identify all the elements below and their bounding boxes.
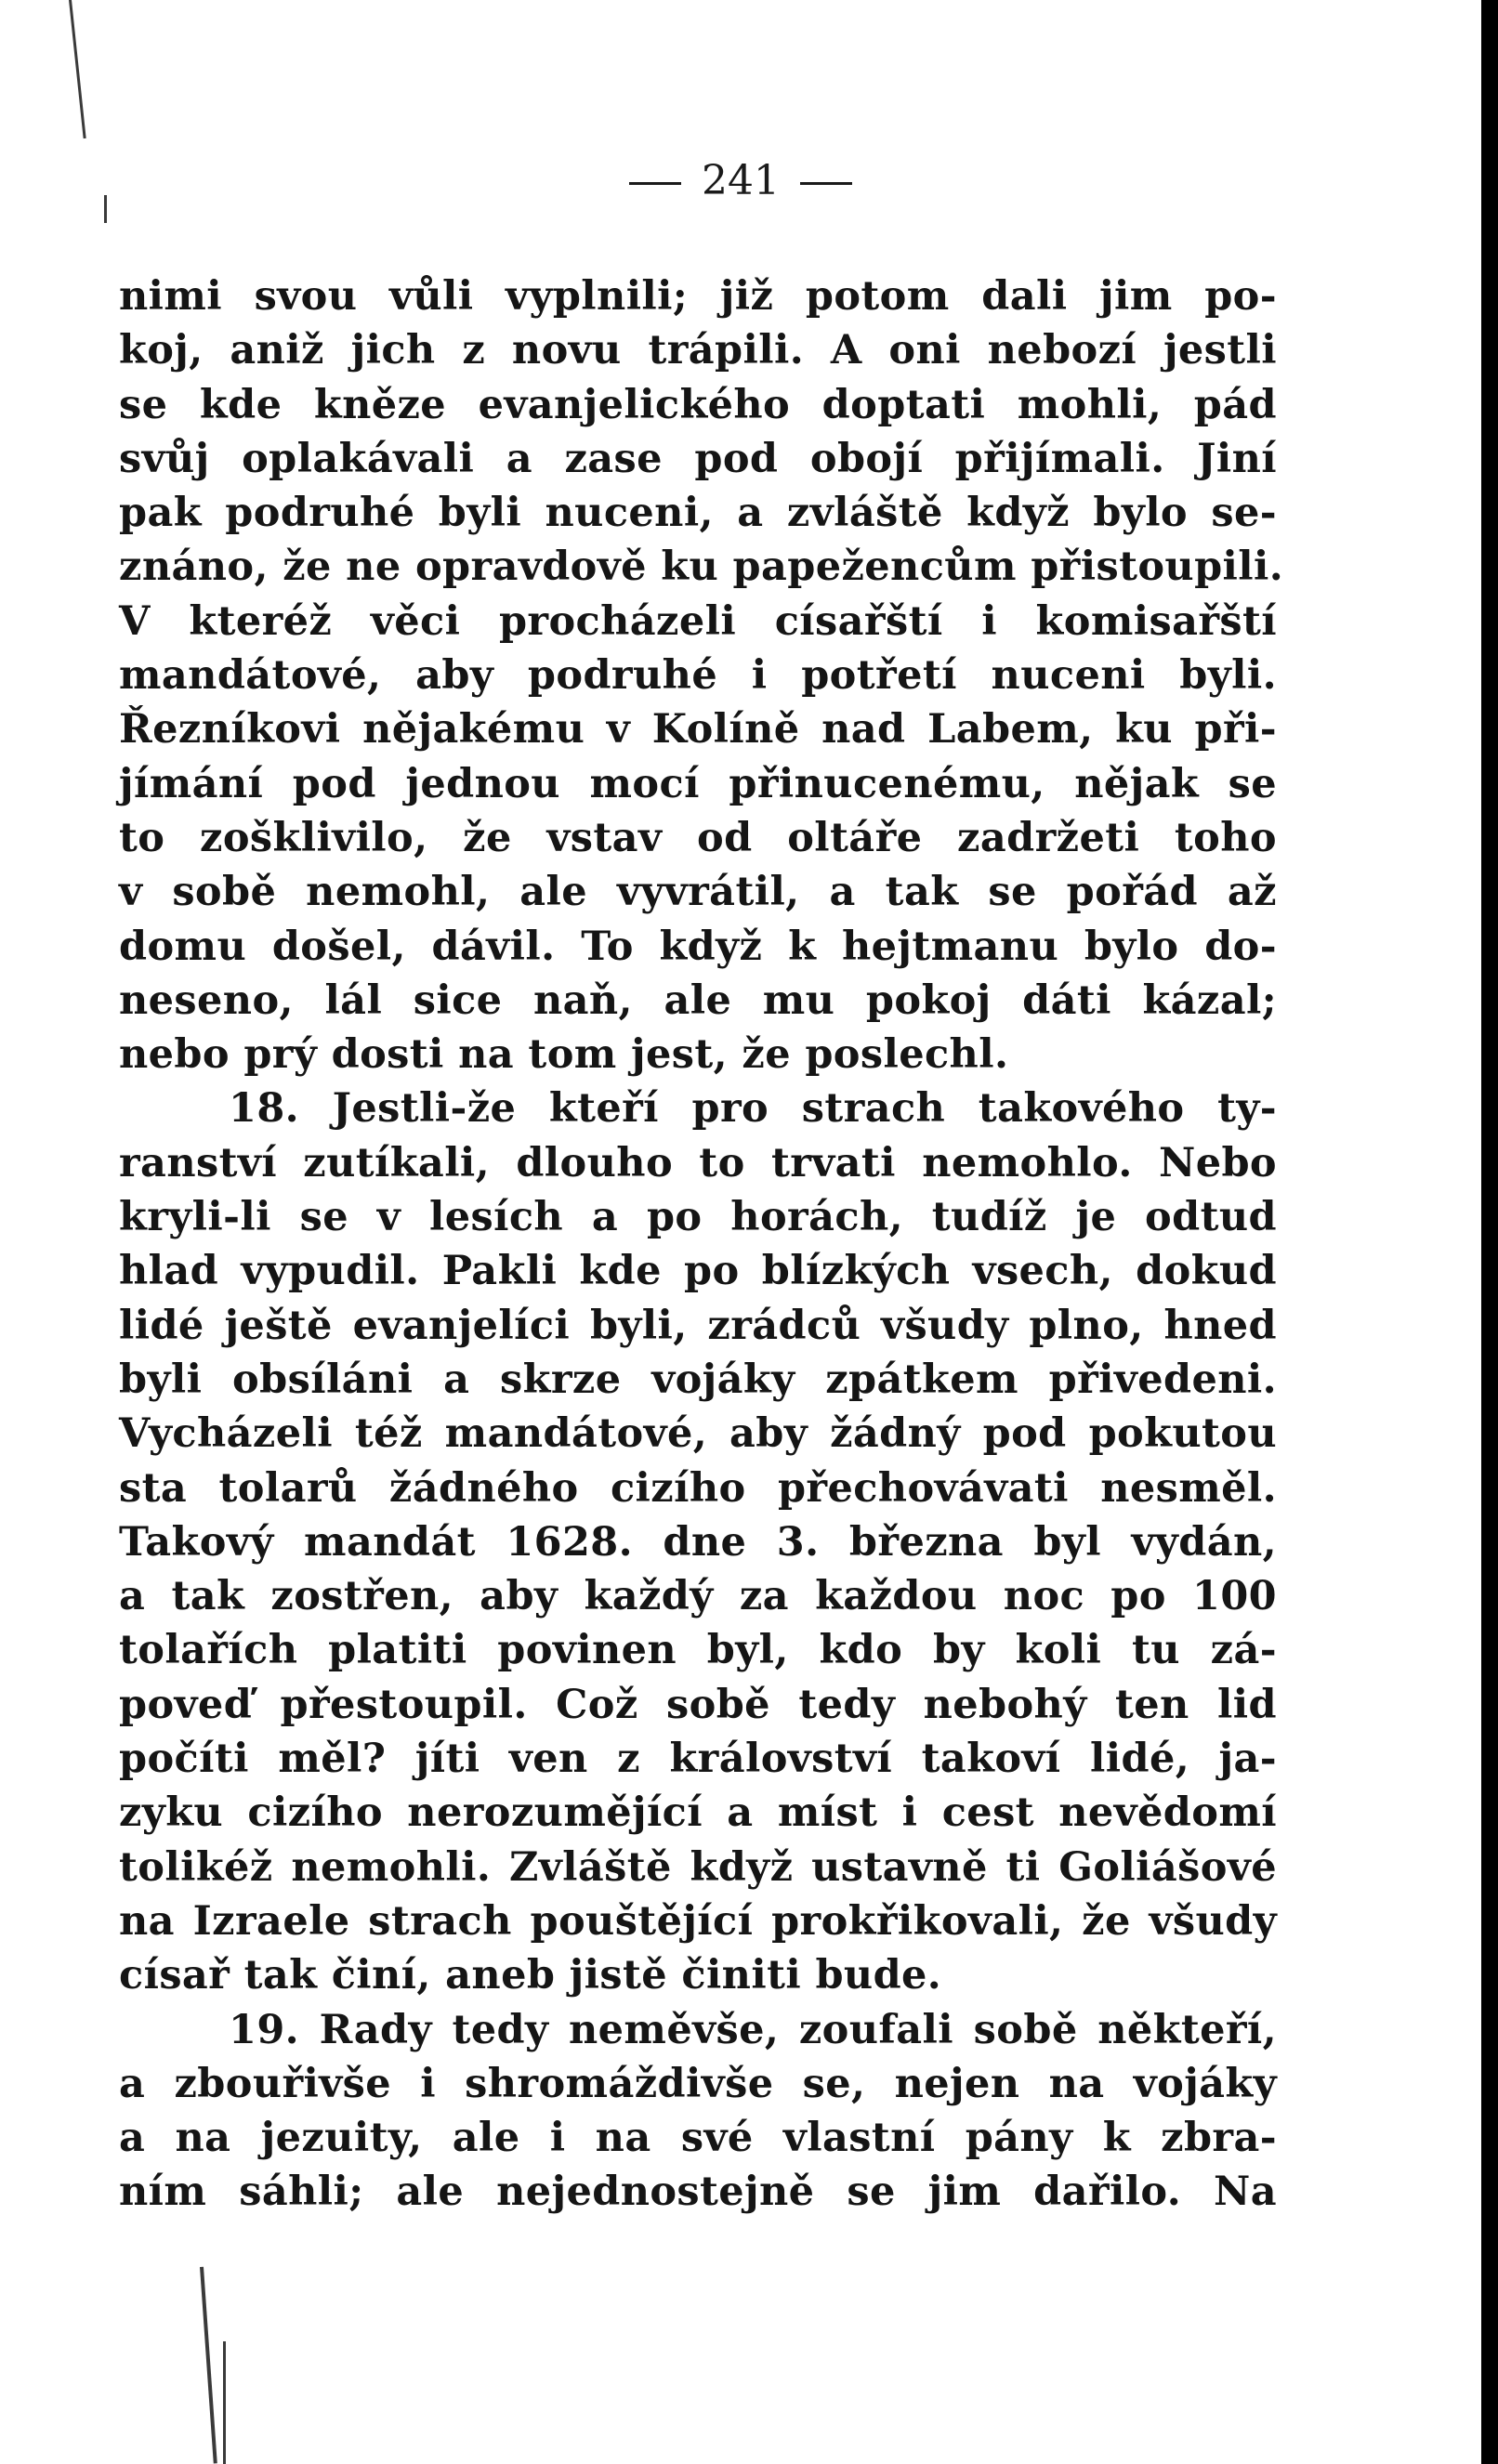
page-header <box>0 149 1481 214</box>
text-line: svůj oplakávali a zase pod obojí přijímali. Jiní <box>119 435 1277 482</box>
text-line: počíti měl? jíti ven z království takoví lidé, ja- <box>119 1736 1277 1783</box>
text-line: v sobě nemohl, ale vyvrátil, a tak se pořád až <box>119 869 1277 916</box>
text-line: sta tolarů žádného cizího přechovávati nesměl. <box>119 1464 1277 1512</box>
body-text <box>119 269 1284 2220</box>
text-line: jímání pod jednou mocí přinucenému, nějak se <box>119 760 1277 807</box>
text-line: domu došel, dávil. To když k hejtmanu bylo do- <box>119 923 1277 970</box>
text-line: císař tak činí, aneb jistě činiti bude. <box>119 1952 942 1999</box>
text-line: Takový mandát 1628. dne 3. března byl vydán, <box>119 1518 1277 1566</box>
scan-artifact-line <box>200 2267 217 2464</box>
text-line: koj, aniž jich z novu trápili. A oni nebozí jestli <box>119 327 1277 374</box>
scan-artifact-line <box>223 2341 226 2464</box>
text-line: ním sáhli; ale nejednostejně se jim dařilo. Na <box>119 2169 1277 2216</box>
text-line: ranství zutíkali, dlouho to trvati nemohlo. Nebo <box>119 1139 1277 1186</box>
text-line: na Izraele strach pouštějící prokřikovali, že všudy <box>119 1897 1277 1945</box>
text-line: Vycházeli též mandátové, aby žádný pod pokutou <box>119 1410 1277 1458</box>
text-line: se kde kněze evanjelického doptati mohli, pád <box>119 381 1277 428</box>
text-line: V kteréž věci procházeli císařští i komisařští <box>119 597 1277 645</box>
scan-artifact-line <box>69 0 86 138</box>
header-dash-left <box>629 182 681 185</box>
text-line: mandátové, aby podruhé i potřetí nuceni byli. <box>119 652 1277 700</box>
text-line: 19. Rady tedy neměvše, zoufali sobě někteří, <box>229 2006 1277 2053</box>
page-number: 241 <box>702 157 780 204</box>
text-line: a tak zostřen, aby každý za každou noc po 100 <box>119 1573 1277 1620</box>
text-line: to zošklivilo, že vstav od oltáře zadržeti toho <box>119 814 1277 861</box>
text-line: 18. Jestli-že kteří pro strach takového ty- <box>229 1085 1277 1133</box>
text-line: Řezníkovi nějakému v Kolíně nad Labem, ku při- <box>119 706 1277 754</box>
text-line: neseno, lál sice naň, ale mu pokoj dáti kázal; <box>119 976 1277 1024</box>
text-line: zyku cizího nerozumějící a míst i cest nevědomí <box>119 1789 1277 1837</box>
text-line: tolikéž nemohli. Zvláště když ustavně ti Goliášové <box>119 1843 1277 1891</box>
text-line: byli obsíláni a skrze vojáky zpátkem přivedeni. <box>119 1356 1277 1403</box>
text-line: znáno, že ne opravdově ku papežencům přistoupili. <box>119 544 1284 591</box>
text-line: lidé ještě evanjelíci byli, zrádců všudy plno, hned <box>119 1302 1277 1349</box>
text-line: kryli-li se v lesích a po horách, tudíž je odtud <box>119 1194 1277 1241</box>
header-dash-right <box>800 182 852 185</box>
text-line: poveď přestoupil. Což sobě tedy nebohý ten lid <box>119 1681 1277 1728</box>
text-line: tolařích platiti povinen byl, kdo by koli tu zá- <box>119 1627 1277 1674</box>
text-line: pak podruhé byli nuceni, a zvláště když bylo se- <box>119 490 1277 537</box>
text-line: a zbouřivše i shromáždivše se, nejen na vojáky <box>119 2060 1277 2107</box>
text-line: hlad vypudil. Pakli kde po blízkých vsech, dokud <box>119 1248 1277 1295</box>
text-line: nimi svou vůli vyplnili; již potom dali jim po- <box>119 273 1277 320</box>
text-line: a na jezuity, ale i na své vlastní pány k zbra- <box>119 2115 1277 2162</box>
text-line: nebo prý dosti na tom jest, že poslechl. <box>119 1031 1009 1079</box>
scan-black-edge <box>1481 0 1498 2464</box>
